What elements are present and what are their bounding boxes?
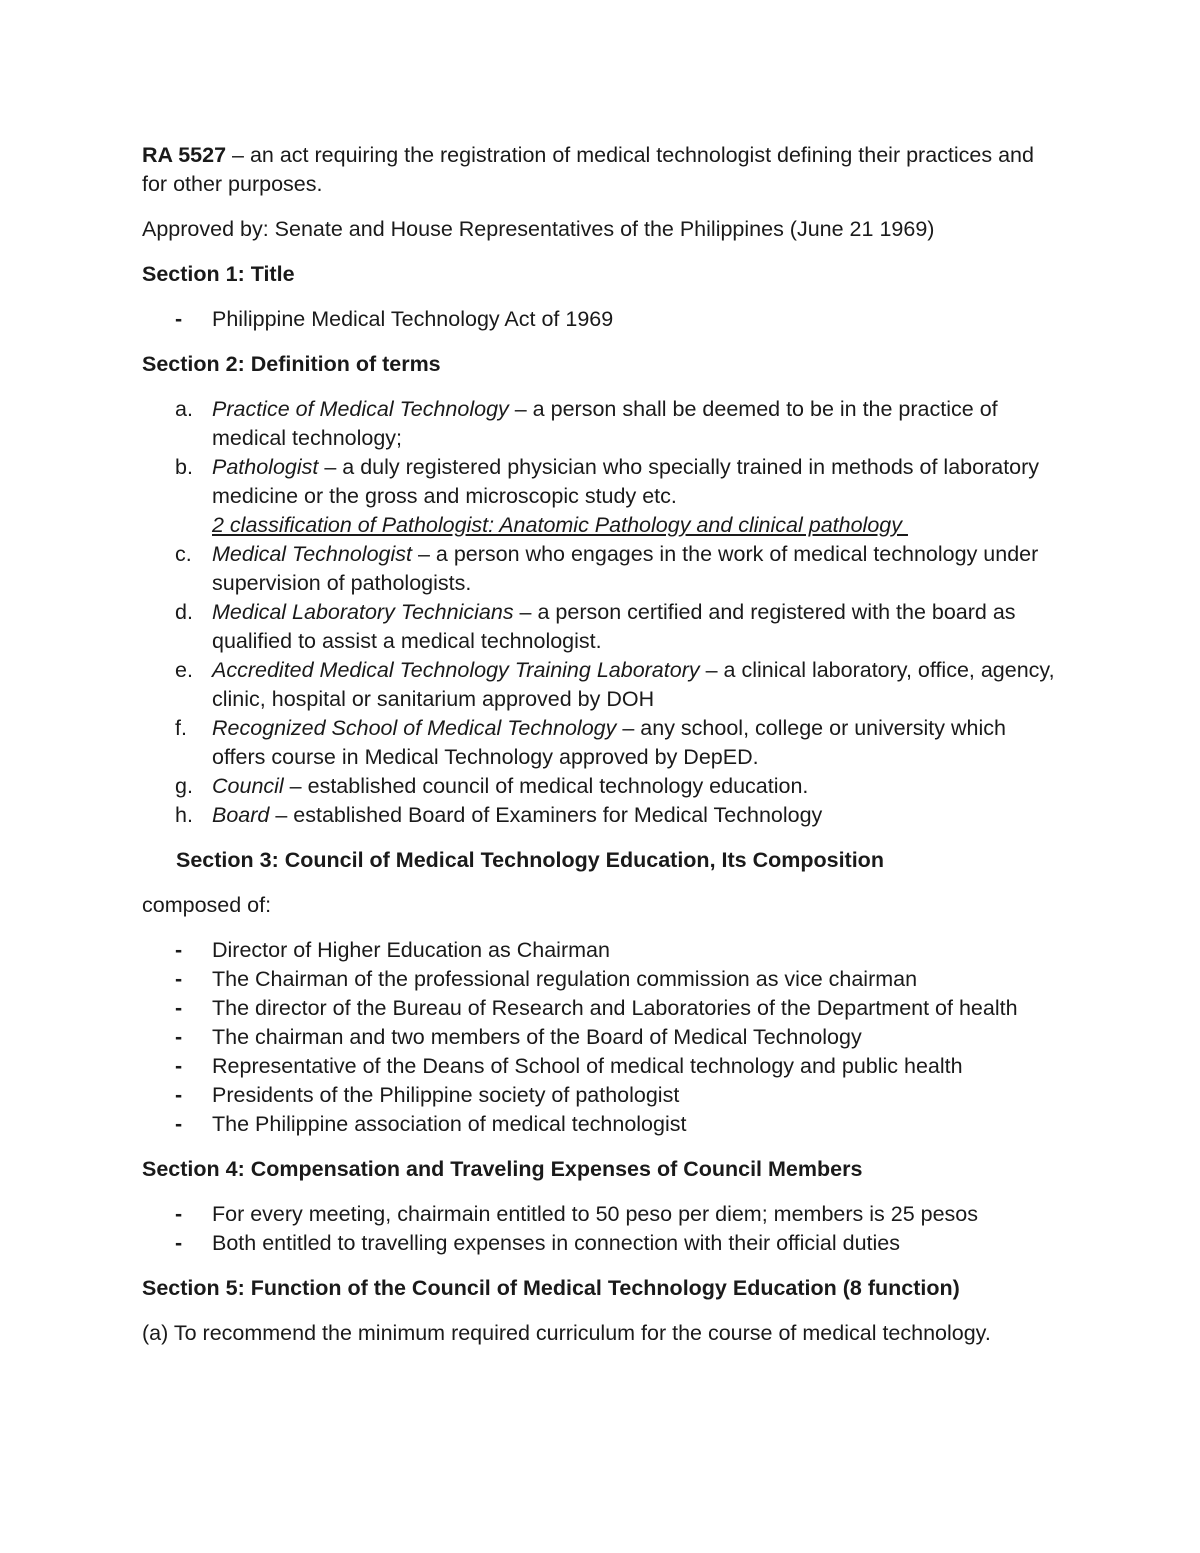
bullet-dash: -: [175, 1054, 183, 1078]
act-number: RA 5527: [142, 143, 227, 167]
term-name: Medical Technologist: [212, 542, 412, 566]
term-name: Practice of Medical Technology: [212, 397, 509, 421]
list-item: - The director of the Bureau of Research and Laboratories of the Department of health: [142, 994, 1062, 1023]
term-definition: – a person who engages in the work of medical technology under supervision of pathologists.: [212, 542, 1039, 595]
section-3-list: [142, 936, 1062, 1139]
term-definition: – a person shall be deemed to be in the practice of medical technology;: [212, 397, 998, 450]
list-item: - The Chairman of the professional regulation commission as vice chairman: [142, 965, 1062, 994]
list-item: - For every meeting, chairmain entitled to 50 peso per diem; members is 25 pesos: [142, 1200, 1062, 1229]
term-definition: – a clinical laboratory, office, agency, clinic, hospital or sanitarium approved by DOH: [212, 658, 1055, 711]
list-item: - The chairman and two members of the Board of Medical Technology: [142, 1023, 1062, 1052]
list-item: - The Philippine association of medical technologist: [142, 1110, 1062, 1139]
function-item-a: (a) To recommend the minimum required curriculum for the course of medical technology.: [142, 1321, 991, 1345]
term-definition: – a person certified and registered with the board as qualified to assist a medical technologist.: [212, 600, 1016, 653]
item-letter: e.: [175, 658, 193, 682]
composition-lead: composed of:: [142, 893, 272, 917]
act-description: – an act requiring the registration of medical technologist defining their practices and for other purposes.: [142, 143, 1034, 196]
definition-item: [142, 801, 1062, 830]
item-letter: b.: [175, 455, 193, 479]
section-2-heading: Section 2: Definition of terms: [142, 352, 441, 376]
term-definition: – any school, college or university which offers course in Medical Technology approved by DepED.: [212, 716, 1006, 769]
term-name: Medical Laboratory Technicians: [212, 600, 514, 624]
bullet-dash: -: [175, 938, 183, 962]
section-5-heading: Section 5: Function of the Council of Medical Technology Education (8 function): [142, 1276, 960, 1300]
bullet-dash: -: [175, 1202, 183, 1226]
approval-line: Approved by: Senate and House Representatives of the Philippines (June 21 1969): [142, 217, 935, 241]
definition-item: [142, 598, 1062, 656]
list-item: - Presidents of the Philippine society of pathologist: [142, 1081, 1062, 1110]
list-item: - Director of Higher Education as Chairman: [142, 936, 1062, 965]
term-name: Accredited Medical Technology Training Laboratory: [212, 658, 700, 682]
term-definition: – established council of medical technology education.: [283, 774, 809, 798]
pathologist-classification-note: 2 classification of Pathologist: Anatomic Pathology and clinical pathology: [212, 513, 908, 537]
section-4-list: [142, 1200, 1062, 1258]
definition-item: [142, 772, 1062, 801]
definition-item: [142, 395, 1062, 453]
term-name: Council: [212, 774, 284, 798]
term-name: Pathologist: [212, 455, 319, 479]
item-letter: f.: [175, 716, 187, 740]
bullet-dash: -: [175, 1112, 183, 1136]
document-body: [142, 141, 1062, 1348]
item-letter: g.: [175, 774, 193, 798]
list-item: - Both entitled to travelling expenses in connection with their official duties: [142, 1229, 1062, 1258]
term-name: Board: [212, 803, 270, 827]
item-letter: a.: [175, 397, 193, 421]
term-definition: – established Board of Examiners for Medical Technology: [269, 803, 823, 827]
bullet-dash: -: [175, 967, 183, 991]
definition-item: [142, 656, 1062, 714]
definition-item: [142, 540, 1062, 598]
bullet-dash: -: [175, 1231, 183, 1255]
bullet-dash: -: [175, 1083, 183, 1107]
item-letter: d.: [175, 600, 193, 624]
section-1-list: [142, 305, 1062, 334]
item-letter: c.: [175, 542, 192, 566]
bullet-dash: -: [175, 996, 183, 1020]
intro-paragraph: [142, 141, 1062, 199]
section-4-heading: Section 4: Compensation and Traveling Expenses of Council Members: [142, 1157, 863, 1181]
list-item: - Representative of the Deans of School of medical technology and public health: [142, 1052, 1062, 1081]
term-name: Recognized School of Medical Technology: [212, 716, 617, 740]
section-1-heading: Section 1: Title: [142, 262, 295, 286]
item-letter: h.: [175, 803, 193, 827]
definition-item: [142, 453, 1062, 540]
term-definition: – a duly registered physician who specially trained in methods of laboratory medicine or the gross and microscopic study etc.: [212, 455, 1040, 508]
definition-item: [142, 714, 1062, 772]
list-item: - Philippine Medical Technology Act of 1969: [142, 305, 1062, 334]
bullet-dash: -: [175, 307, 183, 331]
definition-list: [142, 395, 1062, 830]
bullet-dash: -: [175, 1025, 183, 1049]
section-3-heading: Section 3: Council of Medical Technology Education, Its Composition: [176, 848, 884, 872]
